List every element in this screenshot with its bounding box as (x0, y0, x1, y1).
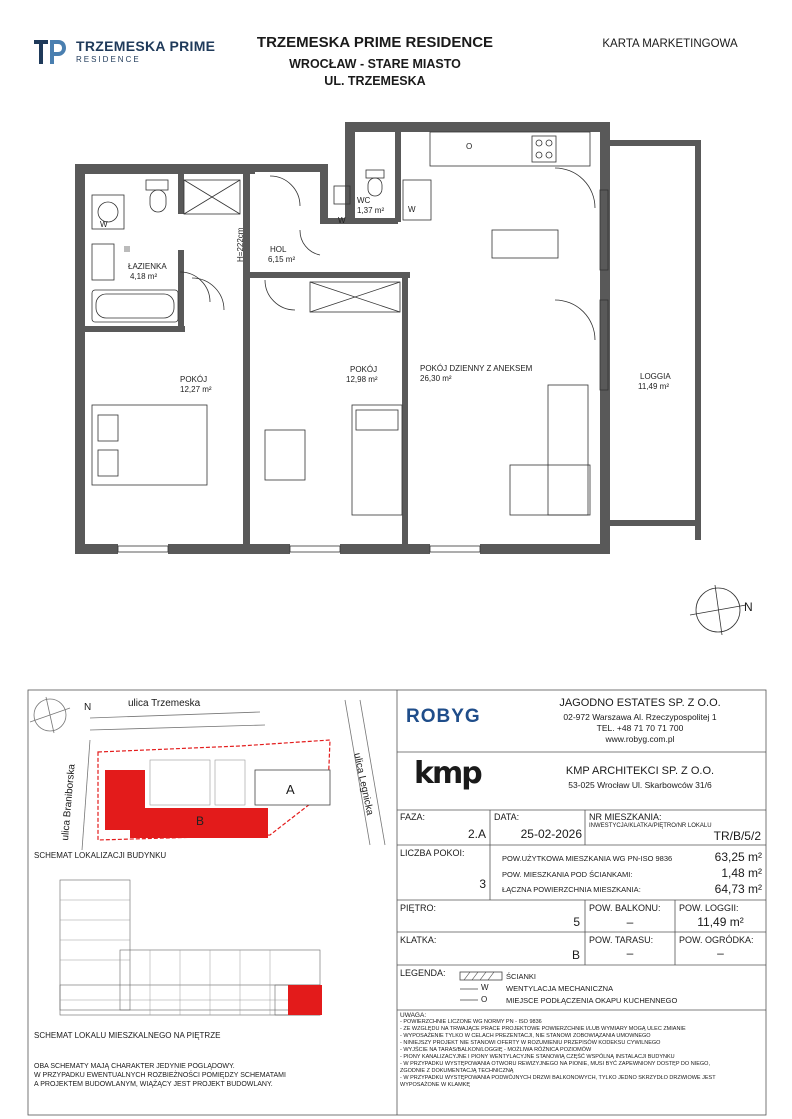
taras-value: – (626, 946, 634, 960)
room-loggia-name: LOGGIA (640, 372, 671, 381)
klatka-value: B (571, 948, 580, 962)
room-wc-area: 1,37 m² (357, 206, 385, 215)
room-loggia-area: 11,49 m² (638, 382, 669, 391)
nr-sublabel: INWESTYCJA/KLATKA/PIĘTRO/NR LOKALU (589, 823, 712, 829)
developer-phone: TEL. +48 71 70 71 700 (596, 723, 684, 733)
room-bedroom1-area: 12,27 m² (180, 385, 212, 394)
room-hall-area: 6,15 m² (268, 255, 296, 264)
room-bedroom2-name: POKÓJ (350, 365, 378, 374)
taras-label: POW. TARASU: (589, 935, 654, 945)
pokoi-label: LICZBA POKOI: (400, 848, 465, 858)
vent-mark-wc: W (338, 216, 346, 225)
pow-uzytkowa-label: POW.UŻYTKOWA MIESZKANIA WG PN-ISO 9836 (502, 854, 673, 863)
room-wc-name: WC (357, 196, 371, 205)
hood-mark: O (466, 142, 473, 151)
nr-label: NR MIESZKANIA: (589, 812, 662, 822)
site-map-caption: SCHEMAT LOKALIZACJI BUDYNKU (34, 851, 167, 860)
legend-o-symbol: O (481, 995, 488, 1004)
ogrodek-label: POW. OGRÓDKA: (679, 935, 754, 945)
room-bathroom-name: ŁAZIENKA (128, 262, 167, 271)
klatka-label: KLATKA: (400, 935, 437, 945)
vent-mark-kitchen: W (408, 205, 416, 214)
legend-walls: ŚCIANKI (506, 972, 537, 981)
robyg-logo: ROBYG (406, 706, 481, 727)
kmp-logo: kmp (414, 756, 481, 791)
notes-block: UWAGA: - POWIERZCHNIE LICZONE WG NORMY PN - ISO 9836 - ZE WZGLĘDU NA TRWAJĄCE PRACE PROJEKTOWE POWIERZCHNIE I/LUB WYMIARY MOGĄ ULEC ZMIANIE - WYPOSAŻENIE TYLKO W CELACH PREZENTACJI, NIE STANOWI ZOBOWIĄZANIA UMOWNEGO - NINIEJSZY PROJEKT NIE STANOWI OFERTY W ROZUMIENIU PRZEPISÓW KODEKSU CYWILNEGO - WYJŚCIE NA TARAS/BALKON/LOGGIĘ - MOŻLIWA RÓŻNICA POZIOMÓW - PIONY KANALIZACYJNE I PIONY WENTYLACYJNE STANOWIĄ CZĘŚĆ WSPÓLNĄ INSTALACJI BUDYNKU - W PRZYPADKU WYSTĘPOWANIA OTWORU REWIZYJNEGO NA PIONIE, MUSI BYĆ ZAPEWNIONY DOSTĘP DO NIEGO, ZGODNIE Z DOKUMENTACJĄ TECHNICZNĄ - W PRZYPADKU WYSTĘPOWANIA PODWÓJNYCH DRZWI BALKONOWYCH, TYLKO JEDNO SKRZYDŁO DRZWIOWE JEST WYPOSAŻONE W KLAMKĘ (400, 1012, 716, 1088)
room-hall-name: HOL (270, 245, 287, 254)
nr-value: TR/B/5/2 (713, 829, 761, 843)
room-living-name: POKÓJ DZIENNY Z ANEKSEM (420, 364, 533, 373)
developer-web: www.robyg.com.pl (605, 734, 675, 744)
ogrodek-value: – (717, 946, 724, 960)
street-trzemeska: ulica Trzemeska (128, 698, 201, 709)
city-line: WROCŁAW - STARE MIASTO (289, 57, 461, 71)
faza-label: FAZA: (400, 812, 426, 822)
pow-scianki-value: 1,48 m² (721, 866, 762, 880)
balkon-value: – (626, 915, 634, 929)
pokoi-value: 3 (479, 877, 486, 891)
pow-laczna-value: 64,73 m² (714, 882, 762, 896)
disclaimer: OBA SCHEMATY MAJĄ CHARAKTER JEDYNIE POGLĄDOWY. W PRZYPADKU EWENTUALNYCH ROZBIEŻNOŚCI POMIĘDZY SCHEMATAMI A PROJEKTEM BUDOWLANYM, WIĄŻĄCY JEST PROJEKT BUDOWLANY. (34, 1063, 286, 1088)
faza-value: 2.A (467, 827, 486, 841)
legend-w-symbol: W (481, 983, 489, 992)
building-a-label: A (286, 782, 295, 797)
architect-name: KMP ARCHITEKCI SP. Z O.O. (565, 765, 715, 777)
page-title: TRZEMESKA PRIME RESIDENCE (256, 34, 494, 51)
architect-address: 53-025 Wrocław Ul. Skarbowców 31/6 (568, 780, 712, 790)
floor-map-caption: SCHEMAT LOKALU MIESZKALNEGO NA PIĘTRZE (34, 1031, 221, 1040)
pietro-value: 5 (573, 915, 580, 929)
loggia-value: 11,49 m² (697, 915, 744, 929)
developer-address: 02-972 Warszawa Al. Rzeczypospolitej 1 (563, 712, 717, 722)
street-braniborska: ulica Braniborska (60, 763, 78, 841)
street-line: UL. TRZEMESKA (324, 74, 426, 88)
data-value: 25-02-2026 (520, 827, 582, 841)
pow-scianki-label: POW. MIESZKANIA POD ŚCIANKAMI: (502, 870, 633, 879)
pow-uzytkowa-value: 63,25 m² (714, 850, 762, 864)
brand-subtitle: RESIDENCE (76, 55, 141, 64)
vent-mark-bathroom: W (100, 220, 108, 229)
legend-hood: MIEJSCE PODŁĄCZENIA OKAPU KUCHENNEGO (506, 996, 678, 1005)
legend-label: LEGENDA: (400, 968, 446, 978)
room-living-area: 26,30 m² (420, 374, 452, 383)
room-bedroom2-area: 12,98 m² (346, 375, 378, 384)
brand-title: TRZEMESKA PRIME (76, 38, 216, 54)
developer-name: JAGODNO ESTATES SP. Z O.O. (559, 697, 721, 709)
site-compass-n: N (84, 702, 92, 713)
room-bathroom-area: 4,18 m² (130, 272, 158, 281)
legend-ventilation: WENTYLACJA MECHANICZNA (506, 984, 614, 993)
balkon-label: POW. BALKONU: (589, 903, 661, 913)
pow-laczna-label: ŁĄCZNA POWIERZCHNIA MIESZKANIA: (502, 885, 641, 894)
loggia-label: POW. LOGGII: (679, 903, 739, 913)
document-type: KARTA MARKETINGOWA (602, 38, 738, 50)
compass-n-label: N (744, 600, 753, 614)
height-mark: H=222cm (236, 227, 245, 262)
street-legnicka: ulica Legnicka (351, 752, 376, 817)
room-bedroom1-name: POKÓJ (180, 375, 208, 384)
data-label: DATA: (494, 812, 520, 822)
pietro-label: PIĘTRO: (400, 903, 437, 913)
building-b-label: B (196, 814, 205, 828)
